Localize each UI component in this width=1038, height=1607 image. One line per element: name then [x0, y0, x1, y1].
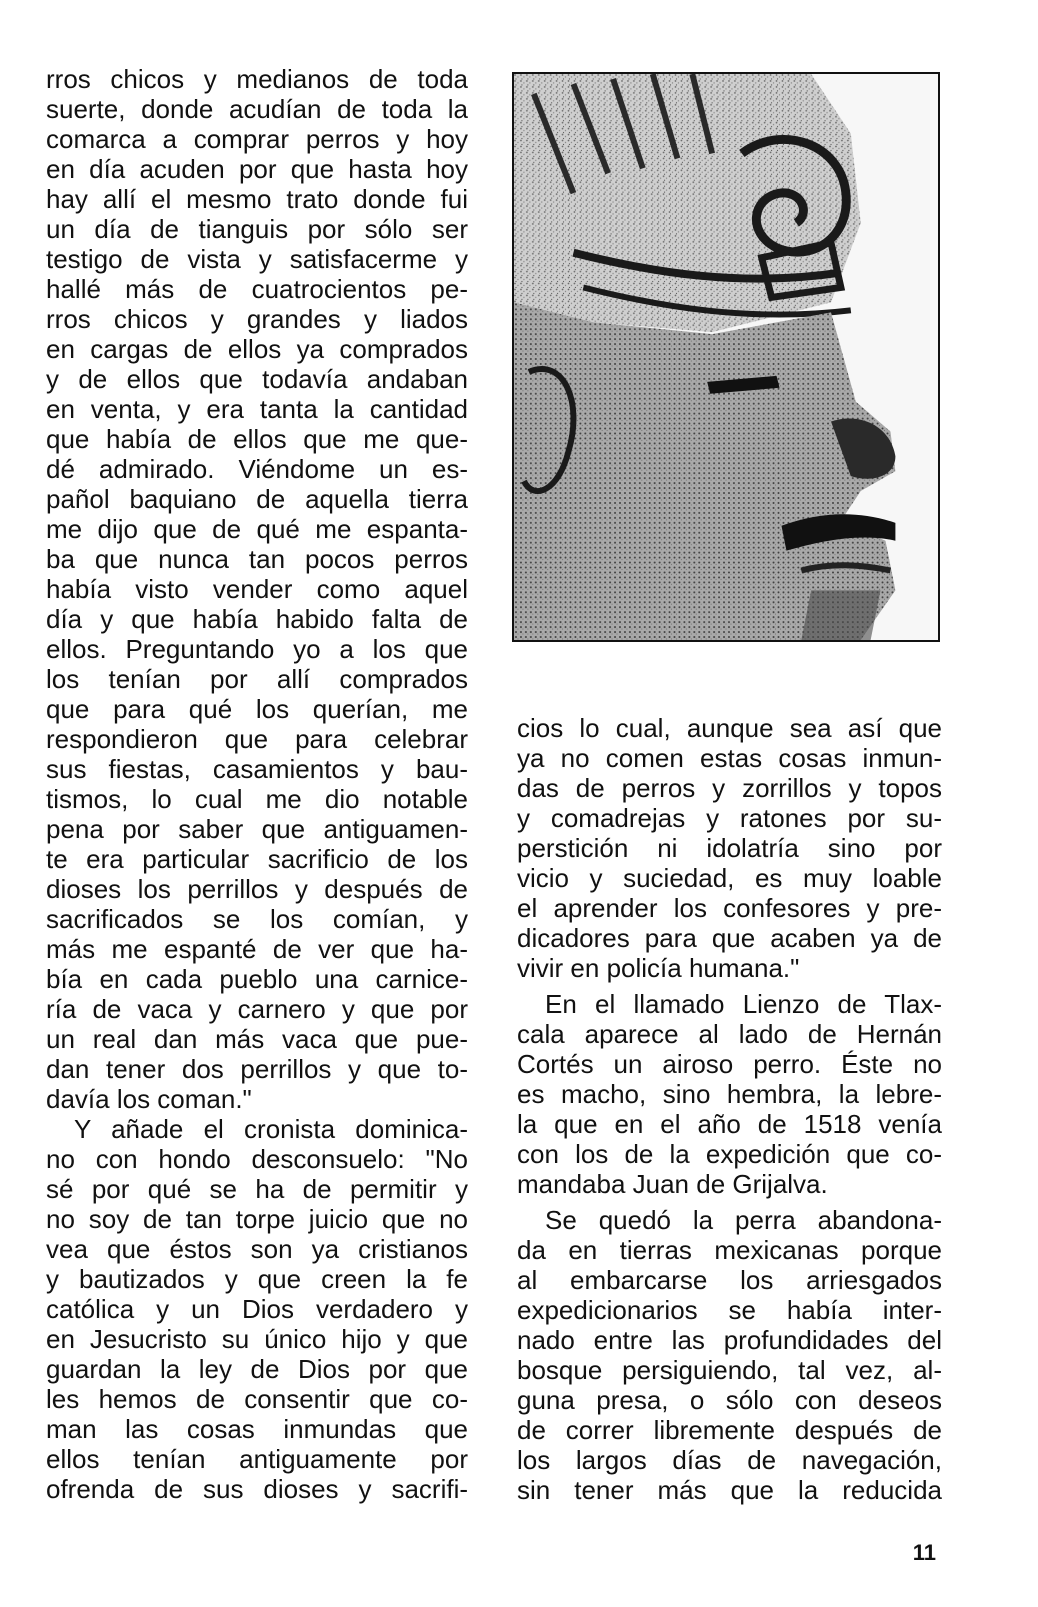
text-line: no soy de tan torpe juicio que no — [46, 1204, 468, 1234]
text-line: día y que había habido falta de — [46, 604, 468, 634]
text-line: Cortés un airoso perro. Éste no — [517, 1049, 942, 1079]
text-line: la que en el año de 1518 venía — [517, 1109, 942, 1139]
text-line: hay allí el mesmo trato donde fui — [46, 184, 468, 214]
text-line: davía los coman." — [46, 1084, 252, 1114]
text-line: ellos. Preguntando yo a los que — [46, 634, 468, 664]
text-line: te era particular sacrificio de los — [46, 844, 468, 874]
text-line: pañol baquiano de aquella tierra — [46, 484, 468, 514]
text-line: dé admirado. Viéndome un es- — [46, 454, 468, 484]
text-line: expedicionarios se había inter- — [517, 1295, 942, 1325]
text-line: pena por saber que antiguamen- — [46, 814, 468, 844]
stone-sculpture-photo — [512, 72, 940, 642]
text-line: Y añade el cronista dominica- — [74, 1114, 468, 1144]
text-line: de correr libremente después de — [517, 1415, 942, 1445]
text-line: sus fiestas, casamientos y bau- — [46, 754, 468, 784]
text-line: guna presa, o sólo con deseos — [517, 1385, 942, 1415]
text-line: un real dan más vaca que pue- — [46, 1024, 468, 1054]
text-line: sé por qué se ha de permitir y — [46, 1174, 468, 1204]
text-line: vivir en policía humana." — [517, 953, 800, 983]
text-line: tismos, lo cual me dio notable — [46, 784, 468, 814]
text-line: un día de tianguis por sólo ser — [46, 214, 468, 244]
text-line: el aprender los confesores y pre- — [517, 893, 942, 923]
text-line: cios lo cual, aunque sea así que — [517, 713, 942, 743]
text-line: suerte, donde acudían de toda la — [46, 94, 468, 124]
text-line: nado entre las profundidades del — [517, 1325, 942, 1355]
text-line: los largos días de navegación, — [517, 1445, 942, 1475]
text-line: guardan la ley de Dios por que — [46, 1354, 468, 1384]
text-line: rros chicos y medianos de toda — [46, 64, 468, 94]
text-line: en día acuden por que hasta hoy — [46, 154, 468, 184]
text-line: católica y un Dios verdadero y — [46, 1294, 468, 1324]
text-line: Se quedó la perra abandona- — [545, 1205, 942, 1235]
text-line: mandaba Juan de Grijalva. — [517, 1169, 828, 1199]
text-line: y bautizados y que creen la fe — [46, 1264, 468, 1294]
text-line: das de perros y zorrillos y topos — [517, 773, 942, 803]
text-line: dan tener dos perrillos y que to- — [46, 1054, 468, 1084]
text-line: hallé más de cuatrocientos pe- — [46, 274, 468, 304]
text-line: en cargas de ellos ya comprados — [46, 334, 468, 364]
text-line: bosque persiguiendo, tal vez, al- — [517, 1355, 942, 1385]
text-line: perstición ni idolatría sino por — [517, 833, 942, 863]
text-line: bía en cada pueblo una carnice- — [46, 964, 468, 994]
text-line: dicadores para que acaben ya de — [517, 923, 942, 953]
left-text-column — [46, 64, 468, 1504]
text-line: testigo de vista y satisfacerme y — [46, 244, 468, 274]
text-line: me dijo que de qué me espanta- — [46, 514, 468, 544]
sculpture-profile-image — [514, 74, 938, 640]
text-line: ellos tenían antiguamente por — [46, 1444, 468, 1474]
text-line: man las cosas inmundas que — [46, 1414, 468, 1444]
text-line: los tenían por allí comprados — [46, 664, 468, 694]
text-line: sin tener más que la reducida — [517, 1475, 942, 1505]
text-line: más me espanté de ver que ha- — [46, 934, 468, 964]
text-line: no con hondo desconsuelo: "No — [46, 1144, 468, 1174]
text-line: vea que éstos son ya cristianos — [46, 1234, 468, 1264]
text-line: con los de la expedición que co- — [517, 1139, 942, 1169]
text-line: les hemos de consentir que co- — [46, 1384, 468, 1414]
text-line: y de ellos que todavía andaban — [46, 364, 468, 394]
text-line: es macho, sino hembra, la lebre- — [517, 1079, 942, 1109]
text-line: respondieron que para celebrar — [46, 724, 468, 754]
text-line: cala aparece al lado de Hernán — [517, 1019, 942, 1049]
text-line: ría de vaca y carnero y que por — [46, 994, 468, 1024]
text-line: en Jesucristo su único hijo y que — [46, 1324, 468, 1354]
right-text-column — [517, 713, 942, 1505]
text-line: ofrenda de sus dioses y sacrifi- — [46, 1474, 468, 1504]
text-line: que había de ellos que me que- — [46, 424, 468, 454]
text-line: en venta, y era tanta la cantidad — [46, 394, 468, 424]
text-line: vicio y suciedad, es muy loable — [517, 863, 942, 893]
text-line: sacrificados se los comían, y — [46, 904, 468, 934]
text-line: ya no comen estas cosas inmun- — [517, 743, 942, 773]
text-line: había visto vender como aquel — [46, 574, 468, 604]
text-line: En el llamado Lienzo de Tlax- — [545, 989, 942, 1019]
text-line: comarca a comprar perros y hoy — [46, 124, 468, 154]
text-line: dioses los perrillos y después de — [46, 874, 468, 904]
text-line: y comadrejas y ratones por su- — [517, 803, 942, 833]
text-line: da en tierras mexicanas porque — [517, 1235, 942, 1265]
text-line: al embarcarse los arriesgados — [517, 1265, 942, 1295]
text-line: ba que nunca tan pocos perros — [46, 544, 468, 574]
text-line: rros chicos y grandes y liados — [46, 304, 468, 334]
page-number: 11 — [912, 1540, 936, 1565]
text-line: que para qué los querían, me — [46, 694, 468, 724]
